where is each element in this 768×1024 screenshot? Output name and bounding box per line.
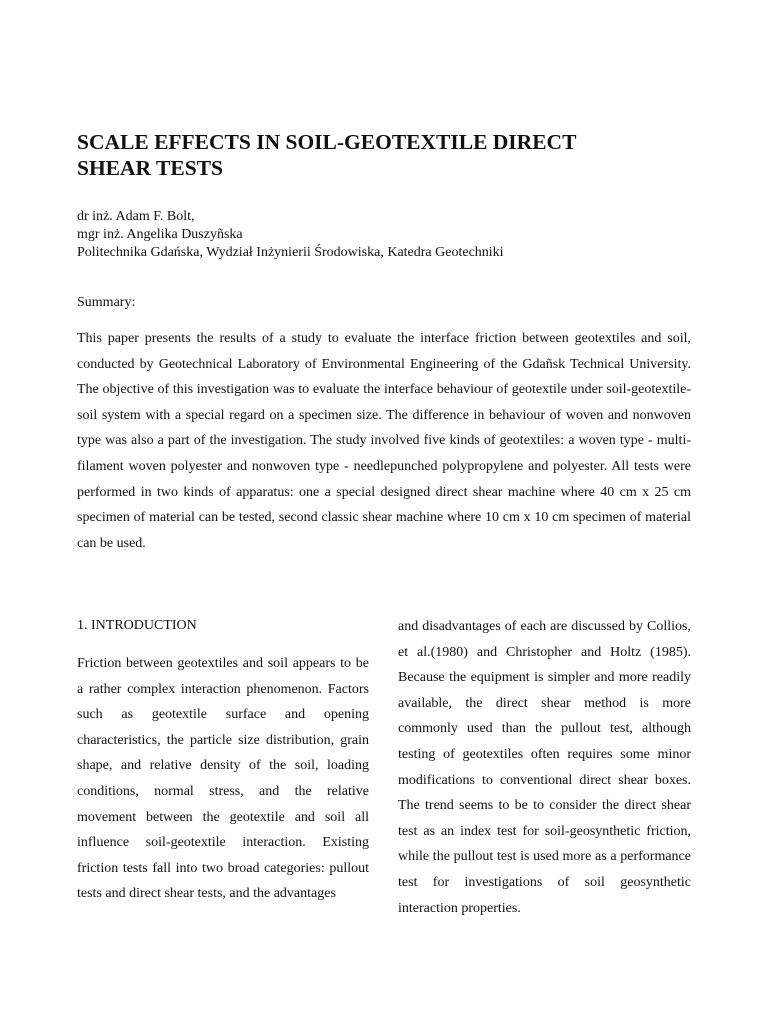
paper-title bbox=[77, 129, 697, 181]
right-column bbox=[398, 614, 691, 921]
introduction-paragraph-right: and disadvantages of each are discussed by Collios, et al.(1980) and Christopher and Holtz (1985). Because the equipment is simpler and more readily available, the direct shear method is more commonly used than the pullout test, although testing of geotextiles often requires some minor modifications to conventional direct shear boxes. The trend seems to be to consider the direct shear test as an index test for soil-geosynthetic friction, while the pullout test is used more as a performance test for investigations of soil geosynthetic interaction properties. bbox=[398, 619, 691, 916]
author-line-2: mgr inż. Angelika Duszyñska bbox=[77, 227, 243, 242]
section-heading-introduction: 1. INTRODUCTION bbox=[77, 618, 197, 633]
introduction-paragraph-left: Friction between geotextiles and soil appears to be a rather complex interaction phenomenon. Factors such as geotextile surface and opening characteristics, the particle size distribution, grain shape, and relative density of the soil, loading conditions, normal stress, and the relative movement between the geotextile and soil all influence soil-geotextile interaction. Existing friction tests fall into two broad categories: pullout tests and direct shear tests, and the advantages bbox=[77, 656, 369, 902]
affiliation-line: Politechnika Gdańska, Wydział Inżynierii Środowiska, Katedra Geotechniki bbox=[77, 245, 504, 260]
paper-title-line-2: SHEAR TESTS bbox=[77, 156, 223, 180]
author-block bbox=[77, 208, 697, 262]
summary-paragraph: This paper presents the results of a study to evaluate the interface friction between geotextiles and soil, conducted by Geotechnical Laboratory of Environmental Engineering of the Gdañsk Technical University. The objective of this investigation was to evaluate the interface behaviour of geotextile under soil-geotextile-soil system with a special regard on a specimen size. The difference in behaviour of woven and nonwoven type was also a part of the investigation. The study involved five kinds of geotextiles: a woven type - multi-filament woven polyester and nonwoven type - needlepunched polypropylene and polyester. All tests were performed in two kinds of apparatus: one a special designed direct shear machine where 40 cm x 25 cm specimen of material can be tested, second classic shear machine where 10 cm x 10 cm specimen of material can be used. bbox=[77, 331, 691, 551]
summary-label: Summary: bbox=[77, 295, 136, 310]
author-line-1: dr inż. Adam F. Bolt, bbox=[77, 209, 195, 224]
paper-title-line-1: SCALE EFFECTS IN SOIL-GEOTEXTILE DIRECT bbox=[77, 130, 577, 154]
left-column bbox=[77, 617, 369, 907]
